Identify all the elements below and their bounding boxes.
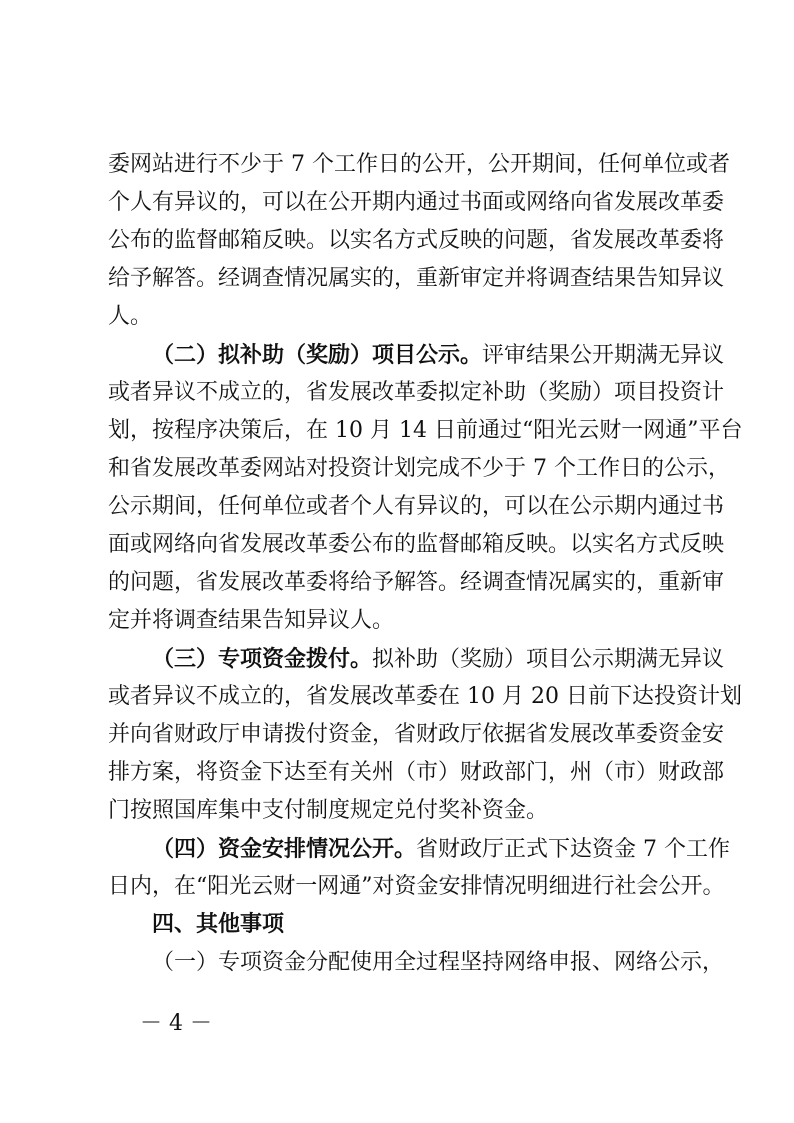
paragraph-line: [108, 488, 725, 526]
line-text: 日内，在“阳光云财一网通”对资金安排情况明细进行社会公开。: [108, 874, 725, 899]
paragraph-line: [108, 564, 725, 602]
paragraph-line: [108, 526, 725, 564]
paragraph-line: [108, 830, 730, 868]
paragraph-line: [108, 792, 694, 830]
paragraph-line: [108, 146, 730, 184]
paragraph-line: [108, 678, 742, 716]
paragraph-line: [108, 260, 725, 298]
line-text: 划，按程序决策后，在 10 月 14 日前通过“阳光云财一网通”平台: [108, 418, 743, 443]
paragraph-line: [108, 222, 725, 260]
paragraph-line: [108, 336, 725, 374]
paragraph-line: [108, 754, 725, 792]
line-text: 的问题，省发展改革委将给予解答。经调查情况属实的，重新审: [108, 570, 725, 595]
paragraph-line: [108, 868, 725, 906]
line-text: 门按照国库集中支付制度规定兑付奖补资金。: [108, 798, 549, 823]
chapter-heading: 四、其他事项: [152, 912, 285, 937]
paragraph-line: [108, 450, 730, 488]
document-body: [108, 146, 743, 982]
line-text: 省财政厅正式下达资金 7 个工作: [416, 837, 730, 862]
paragraph-line: [108, 184, 725, 222]
line-text: 评审结果公开期满无异议: [482, 343, 725, 368]
paragraph-line: [108, 640, 725, 678]
paragraph-line: [108, 374, 725, 412]
paragraph-line: [108, 412, 743, 450]
line-text: 公布的监督邮箱反映。以实名方式反映的问题，省发展改革委将: [108, 228, 725, 253]
paragraph-line: [108, 944, 725, 982]
section-heading-3: （三）专项资金拨付。: [152, 646, 373, 672]
line-text: 和省发展改革委网站对投资计划完成不少于 7 个工作日的公示，: [108, 456, 730, 481]
line-text: 拟补助（奖励）项目公示期满无异议: [372, 647, 725, 672]
line-text: 公示期间，任何单位或者个人有异议的，可以在公示期内通过书: [108, 494, 725, 519]
line-text: 给予解答。经调查情况属实的，重新审定并将调查结果告知异议: [108, 266, 725, 291]
paragraph-line: [108, 298, 694, 336]
page-number: － 4 －: [140, 1011, 212, 1036]
line-text: 面或网络向省发展改革委公布的监督邮箱反映。以实名方式反映: [108, 532, 725, 557]
section-heading-4: （四）资金安排情况公开。: [152, 836, 417, 862]
section-heading-2: （二）拟补助（奖励）项目公示。: [152, 342, 483, 368]
line-text: 个人有异议的，可以在公开期内通过书面或网络向省发展改革委: [108, 190, 725, 215]
line-text: 或者异议不成立的，省发展改革委在 10 月 20 日前下达投资计划: [108, 684, 742, 709]
line-text: 排方案，将资金下达至有关州（市）财政部门，州（市）财政部: [108, 760, 725, 785]
paragraph-line: [108, 906, 694, 944]
paragraph-line: [108, 602, 694, 640]
line-text: 委网站进行不少于 7 个工作日的公开，公开期间，任何单位或者: [108, 152, 730, 177]
line-text: 或者异议不成立的，省发展改革委拟定补助（奖励）项目投资计: [108, 380, 725, 405]
line-text: （一）专项资金分配使用全过程坚持网络申报、网络公示，: [152, 950, 725, 975]
line-text: 并向省财政厅申请拨付资金，省财政厅依据省发展改革委资金安: [108, 722, 725, 747]
line-text: 定并将调查结果告知异议人。: [108, 608, 395, 633]
paragraph-line: [108, 716, 725, 754]
line-text: 人。: [108, 304, 153, 329]
